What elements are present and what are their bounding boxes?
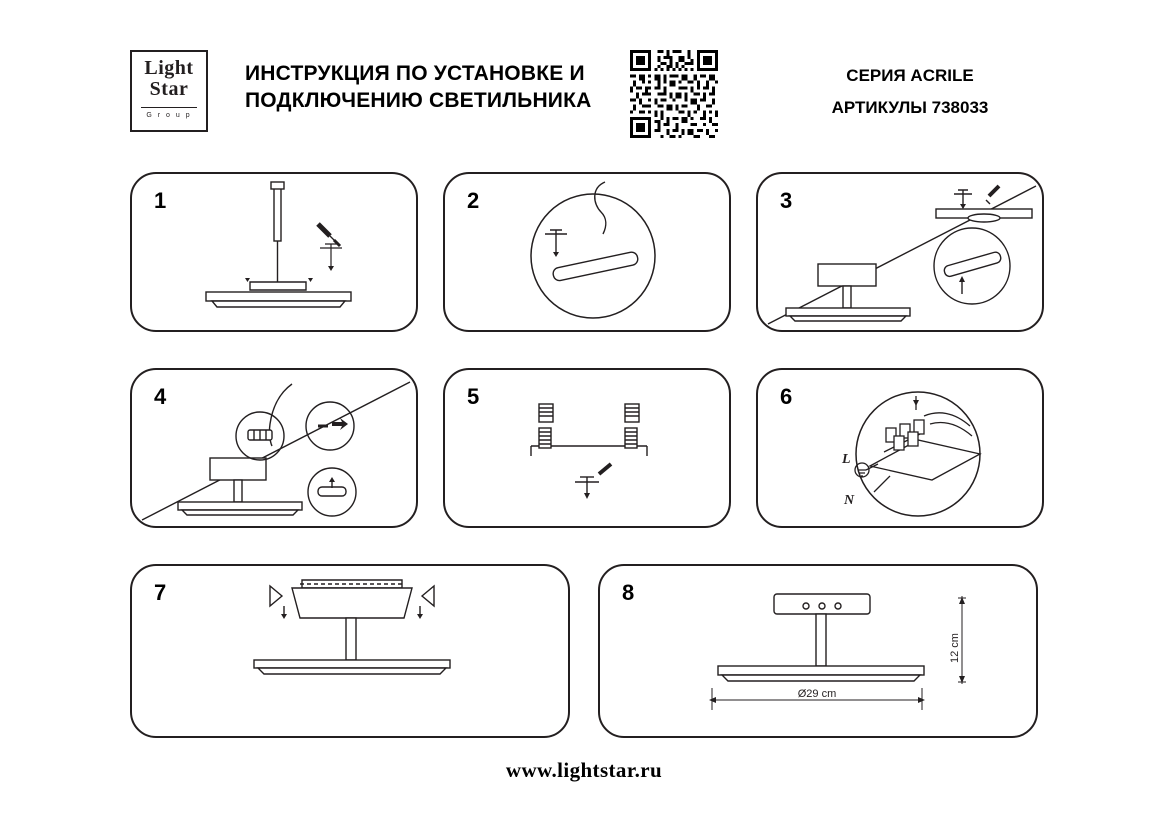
step-card-1 bbox=[130, 172, 418, 332]
height-label: 12 cm bbox=[949, 633, 961, 663]
header bbox=[130, 50, 1040, 135]
logo-line-3: G r o u p bbox=[141, 107, 197, 119]
step-number-4: 4 bbox=[154, 384, 167, 409]
article-label: АРТИКУЛЫ 738033 bbox=[831, 98, 989, 117]
step-card-5 bbox=[443, 368, 731, 528]
step-4-diagram bbox=[132, 370, 416, 526]
series-label: СЕРИЯ ACRILE bbox=[846, 66, 974, 85]
step-card-3 bbox=[756, 172, 1044, 332]
step-number-6: 6 bbox=[780, 384, 793, 409]
step-card-6 bbox=[756, 368, 1044, 528]
logo-line-2: Star bbox=[149, 78, 189, 100]
footer-website[interactable]: www.lightstar.ru bbox=[505, 758, 663, 782]
step-2-diagram bbox=[445, 174, 729, 330]
step-card-2 bbox=[443, 172, 731, 332]
step-number-5: 5 bbox=[467, 384, 480, 409]
logo-line-1: Light bbox=[144, 57, 194, 79]
step-number-1: 1 bbox=[154, 188, 167, 213]
logo bbox=[130, 50, 208, 132]
step-card-4 bbox=[130, 368, 418, 528]
step-card-8 bbox=[598, 564, 1038, 738]
step-number-2: 2 bbox=[467, 188, 480, 213]
step-number-3: 3 bbox=[780, 188, 793, 213]
step-8-diagram bbox=[600, 566, 1036, 736]
wire-label-n: N bbox=[844, 493, 855, 508]
step-6-diagram bbox=[758, 370, 1042, 526]
step-7-diagram bbox=[132, 566, 568, 736]
step-3-diagram bbox=[758, 174, 1042, 330]
step-5-diagram bbox=[445, 370, 729, 526]
step-number-8: 8 bbox=[622, 580, 635, 605]
wire-label-l: L bbox=[842, 452, 851, 467]
step-1-diagram bbox=[132, 174, 416, 330]
diameter-label: Ø29 cm bbox=[797, 688, 837, 700]
step-number-7: 7 bbox=[154, 580, 167, 605]
page-title: ИНСТРУКЦИЯ ПО УСТАНОВКЕ И ПОДКЛЮЧЕНИЮ СВЕТИЛЬНИКА bbox=[245, 62, 592, 112]
qr-code-icon bbox=[630, 50, 718, 138]
step-card-7 bbox=[130, 564, 570, 738]
